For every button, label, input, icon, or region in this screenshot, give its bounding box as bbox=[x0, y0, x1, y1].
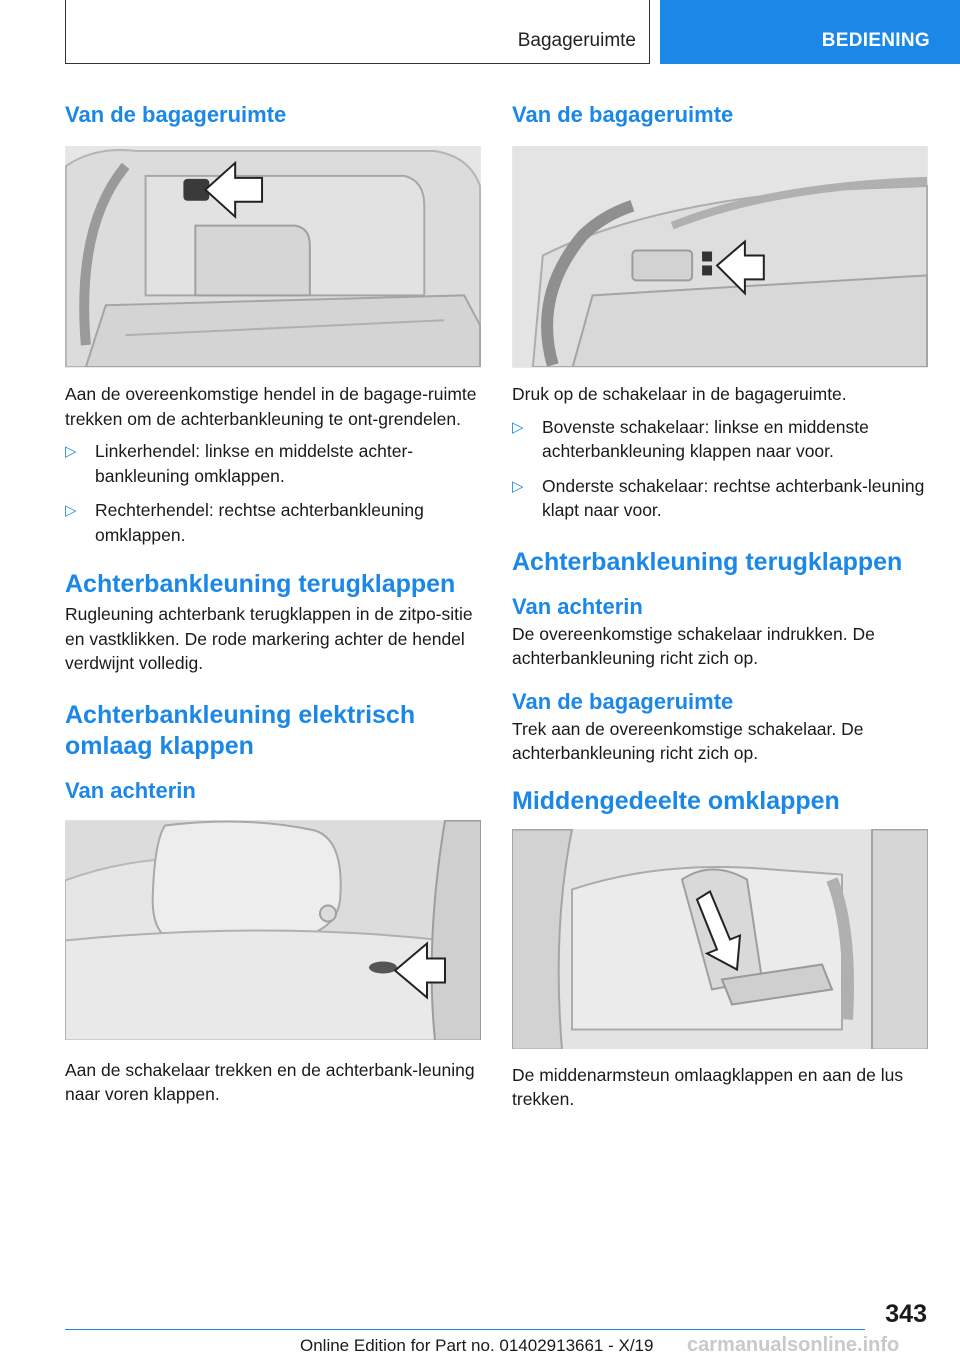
figure-rear-seat-switch bbox=[65, 820, 481, 1040]
right-bullet-list bbox=[512, 415, 928, 523]
text-van-achterin: De overeenkomstige schakelaar indrukken. De achterbankleuning richt zich op. bbox=[512, 623, 875, 668]
trunk-lever-illustration bbox=[65, 146, 481, 367]
footer-divider bbox=[65, 1329, 865, 1330]
text-hendel: Aan de overeenkomstige hendel in de bagage-ruimte trekken om de achterbankleuning te ont-grendelen. bbox=[65, 384, 477, 429]
figure-trunk-switches bbox=[512, 146, 928, 368]
triangle-bullet-icon: ▷ bbox=[65, 502, 77, 519]
heading-van-achterin: Van achterin bbox=[512, 593, 643, 619]
trunk-switches-illustration bbox=[512, 146, 928, 367]
heading-van-achterin: Van achterin bbox=[65, 777, 196, 803]
list-item: ▷ Linkerhendel: linkse en middelste achter-bankleuning omklappen. bbox=[65, 441, 414, 486]
page-number: 343 bbox=[885, 1300, 927, 1328]
heading-van-de-bagageruimte: Van de bagageruimte bbox=[512, 102, 734, 127]
left-bullet-list bbox=[65, 439, 481, 547]
triangle-bullet-icon: ▷ bbox=[65, 443, 77, 460]
triangle-bullet-icon: ▷ bbox=[512, 477, 524, 495]
heading-van-de-bagageruimte-2: Van de bagageruimte bbox=[512, 688, 734, 714]
heading-terugklappen: Achterbankleuning terugklappen bbox=[512, 547, 903, 576]
header-chapter-tab bbox=[660, 0, 960, 64]
heading-van-de-bagageruimte: Van de bagageruimte bbox=[65, 102, 287, 127]
figure-trunk-lever bbox=[65, 146, 481, 368]
middle-armrest-illustration bbox=[512, 829, 928, 1049]
watermark: carmanualsonline.info bbox=[687, 1334, 900, 1356]
right-column bbox=[512, 100, 928, 1112]
text-terugklappen: Rugleuning achterbank terugklappen in de zitpo-sitie en vastklikken. De rode markering achter de hendel verdwijnt volledig. bbox=[65, 604, 473, 673]
footer-edition: Online Edition for Part no. 01402913661 - X/19 bbox=[300, 1336, 654, 1355]
heading-elektrisch: Achterbankleuning elektrisch omlaag klappen bbox=[65, 700, 416, 760]
header-section-title: Bagageruimte bbox=[517, 30, 636, 51]
list-item: ▷ Rechterhendel: rechtse achterbankleuning omklappen. bbox=[65, 500, 424, 545]
text-van-bagageruimte-2: Trek aan de overeenkomstige schakelaar. De achterbankleuning richt zich op. bbox=[512, 718, 864, 763]
header-chapter-title: BEDIENING bbox=[821, 30, 930, 51]
figure-middle-armrest bbox=[512, 829, 928, 1049]
text-middenarmsteun: De middenarmsteun omlaagklappen en aan de lus trekken. bbox=[512, 1064, 904, 1109]
text-schakelaar-achterin: Aan de schakelaar trekken en de achterbank-leuning naar voren klappen. bbox=[65, 1059, 475, 1104]
text-druk: Druk op de schakelaar in de bagageruimte. bbox=[512, 384, 847, 404]
list-item: ▷ Onderste schakelaar: rechtse achterbank-leuning klapt naar voor. bbox=[512, 475, 925, 520]
list-item: ▷ Bovenste schakelaar: linkse en middenste achterbankleuning klappen naar voor. bbox=[512, 416, 869, 461]
heading-middengedeelte: Middengedeelte omklappen bbox=[512, 786, 840, 815]
rear-seat-switch-illustration bbox=[65, 820, 481, 1040]
heading-terugklappen: Achterbankleuning terugklappen bbox=[65, 570, 456, 598]
left-column bbox=[65, 100, 481, 1107]
triangle-bullet-icon: ▷ bbox=[512, 418, 524, 436]
